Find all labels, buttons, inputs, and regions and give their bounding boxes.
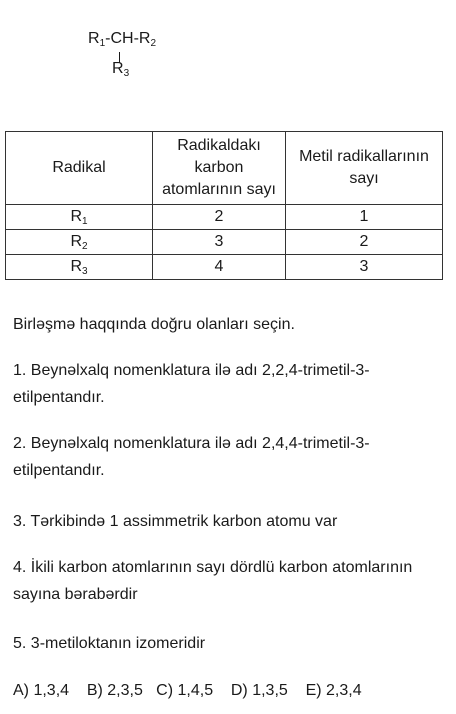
cell-methyls: 3 — [286, 255, 443, 280]
header-radical: Radikal — [6, 132, 153, 205]
table-row — [6, 230, 443, 255]
table-row — [6, 255, 443, 280]
statement-5: 5. 3-metiloktanın izomeridir — [13, 635, 206, 652]
cell-methyls: 1 — [286, 205, 443, 230]
statement-2: 2. Beynəlxalq nomenklatura ilə adı 2,4,4-trimetil-3-etilpentandır. — [13, 435, 370, 479]
header-carbon-count: Radikaldakı karbon atomlarının sayı — [153, 132, 286, 205]
answer-options: A) 1,3,4 B) 2,3,5 C) 1,4,5 D) 1,3,5 E) 2,3,4 — [13, 682, 362, 699]
cell-radical: $R_1$ — [6, 205, 153, 230]
cell-carbons: 4 — [153, 255, 286, 280]
formula-main-chain: $R_1-CH-R_2$ — [88, 30, 157, 49]
table-header-row — [6, 132, 443, 205]
cell-radical: $R_2$ — [6, 230, 153, 255]
statement-1: 1. Beynəlxalq nomenklatura ilə adı 2,2,4-trimetil-3-etilpentandır. — [13, 362, 370, 406]
structural-formula — [88, 30, 208, 80]
header-methyl-count: Metil radikallarının sayı — [286, 132, 443, 205]
cell-carbons: 3 — [153, 230, 286, 255]
statement-3: 3. Tərkibində 1 assimmetrik karbon atomu var — [13, 513, 338, 530]
question-prompt: Birləşmə haqqında doğru olanları seçin. — [13, 316, 295, 333]
radical-table — [5, 131, 443, 280]
cell-radical: $R_3$ — [6, 255, 153, 280]
cell-methyls: 2 — [286, 230, 443, 255]
statement-4: 4. İkili karbon atomlarının sayı dördlü karbon atomlarının sayına bərabərdir — [13, 559, 413, 603]
cell-carbons: 2 — [153, 205, 286, 230]
table-row — [6, 205, 443, 230]
formula-branch: $R_3$ — [112, 60, 130, 79]
